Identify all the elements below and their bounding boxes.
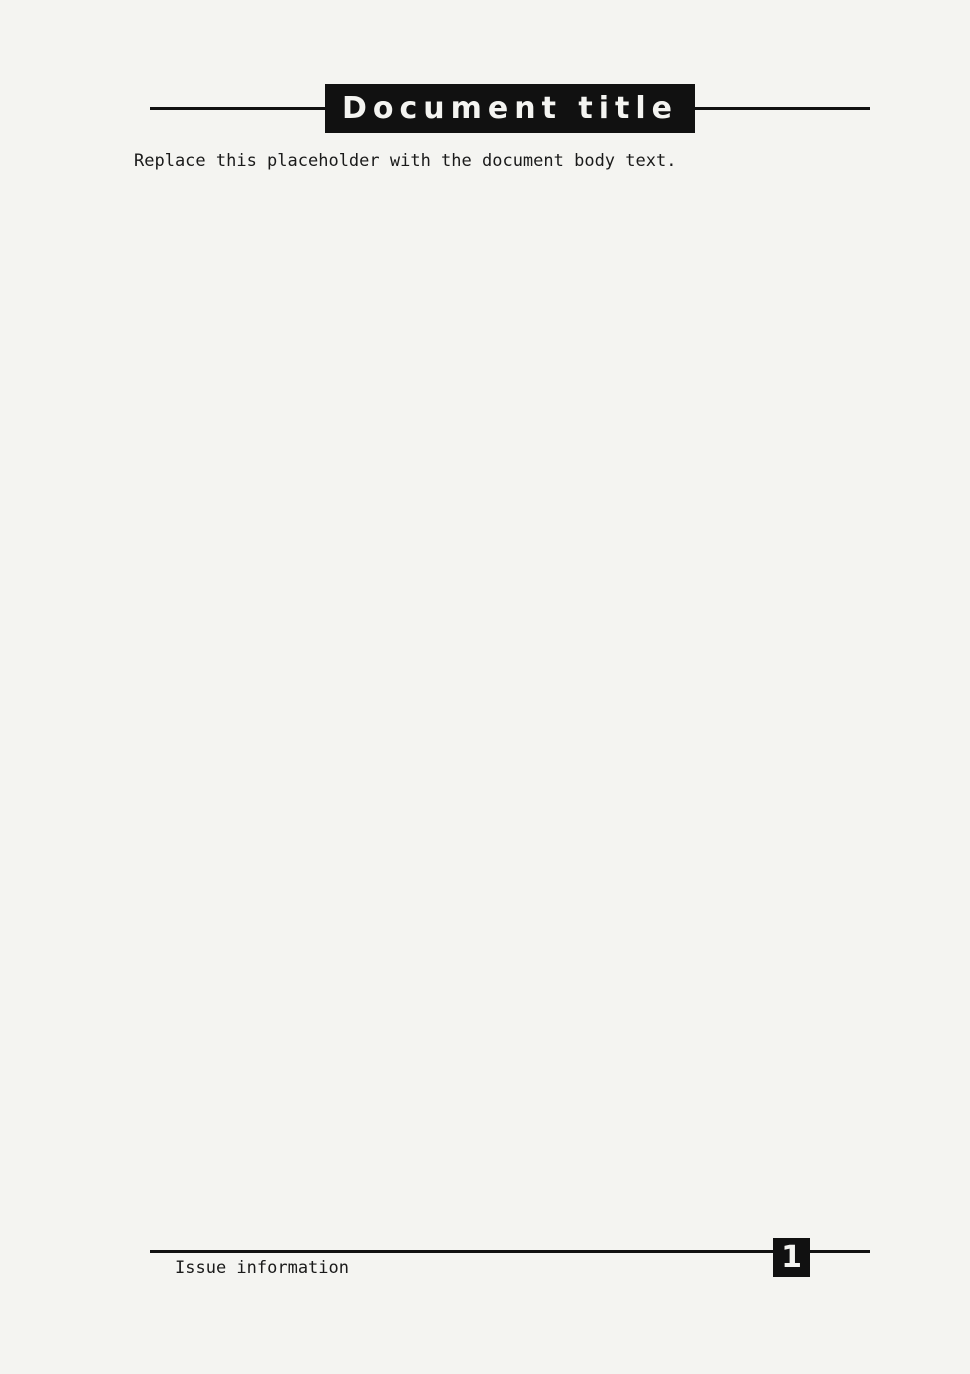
page-number: 1 xyxy=(773,1238,810,1277)
footer xyxy=(150,1238,870,1298)
masthead-title: Document title xyxy=(325,84,695,133)
header-rule-left xyxy=(150,107,325,110)
header xyxy=(150,78,870,138)
issue-line: Issue information xyxy=(175,1258,349,1278)
header-rule-right xyxy=(695,107,870,110)
article-body: Replace this placeholder with the document body text. xyxy=(134,151,677,171)
footer-rule xyxy=(150,1250,870,1253)
